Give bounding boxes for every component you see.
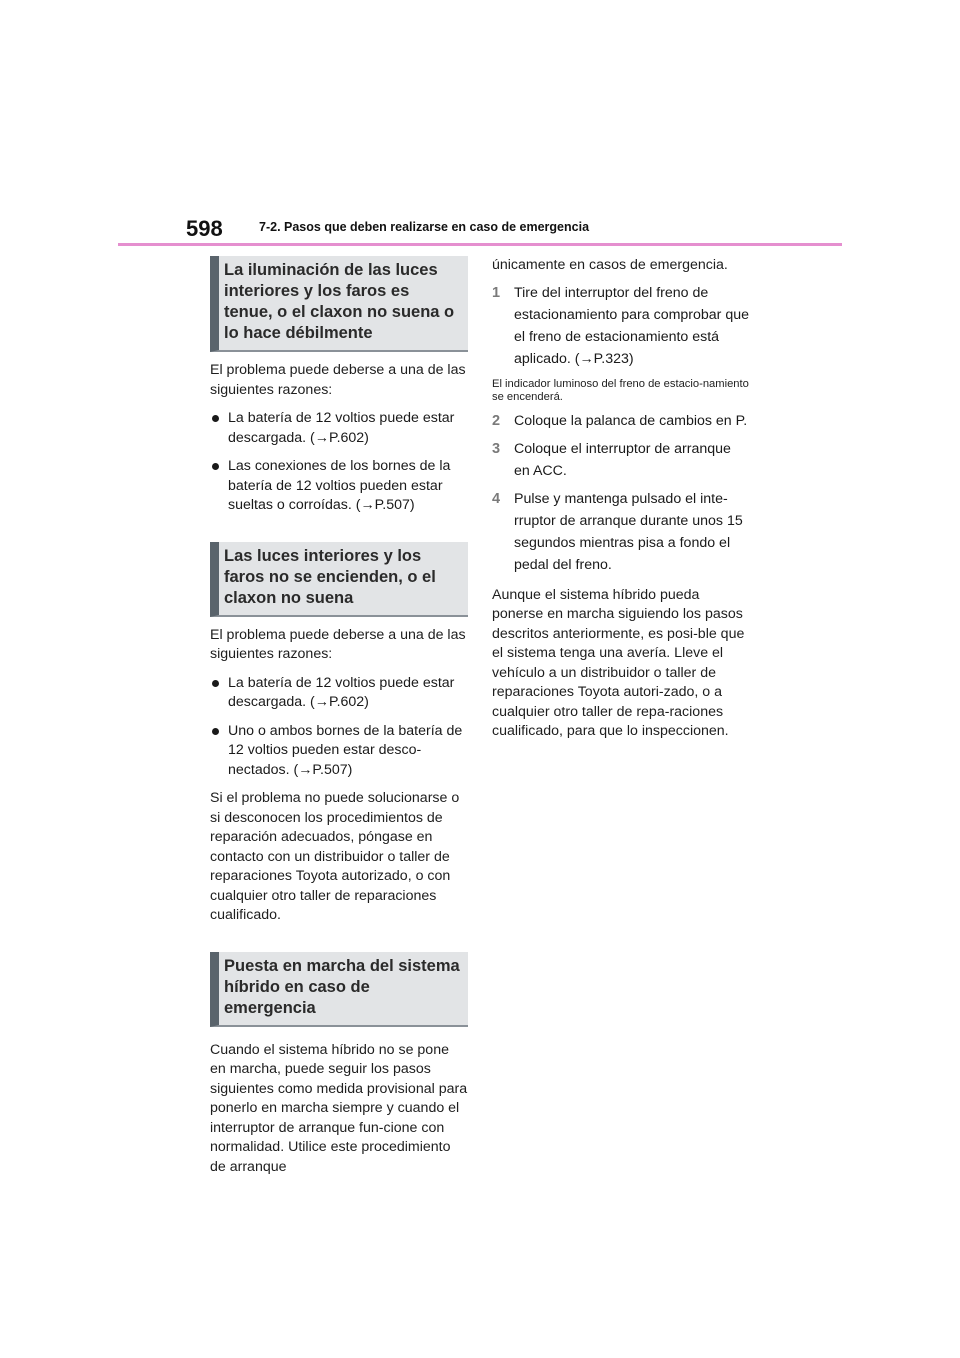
bullet-icon (212, 680, 219, 687)
left-column (210, 256, 468, 1177)
section-outro: Si el problema no puede solucionarse o si desconocen los procedimientos de reparación adecuados, póngase en contacto con un distribuidor o taller de reparaciones Toyota autorizado, o con cualquier otro taller de reparaciones cualificado. (210, 790, 460, 923)
step-item: 2 Coloque la palanca de cambios en P. (492, 410, 750, 432)
bullet-icon (212, 415, 219, 422)
step-item: 4 Pulse y mantenga pulsado el inte-rruptor de arranque durante unos 15 segundos mientras pisa a fondo el pedal del freno. (492, 488, 750, 576)
step-item: 3 Coloque el interruptor de arranque en ACC. (492, 438, 750, 482)
list-item: Uno o ambos bornes de la batería de 12 voltios pueden estar desco-nectados. (→P.507) (210, 722, 468, 781)
step-number: 2 (492, 412, 501, 429)
procedure-steps (492, 410, 750, 576)
section-heading-no-lights: Las luces interiores y los faros no se encienden, o el claxon no suena (210, 542, 468, 617)
chapter-title: 7-2. Pasos que deben realizarse en caso de emergencia (259, 220, 590, 234)
step-number: 4 (492, 490, 501, 507)
closing-text: Aunque el sistema híbrido pueda ponerse en marcha siguiendo los pasos descritos anteriormente, es posi-ble que el sistema tenga una avería. Lleve el vehículo a un distribuidor o taller de reparaciones Toyota autori-zado, o a cualquier otro taller de repa-raciones cualificado, para que lo inspeccionen. (492, 586, 745, 739)
bullet-icon (212, 728, 219, 735)
section-intro: Cuando el sistema híbrido no se pone en marcha, puede seguir los pasos siguientes como medida provisional para ponerlo en marcha siempre y cuando el interruptor de arranque fun-cione con normalidad. Utilice este procedimiento de arranque (210, 1041, 468, 1175)
right-column (492, 256, 750, 742)
procedure-steps (492, 282, 750, 370)
section-intro: El problema puede deberse a una de las siguientes razones: (210, 626, 466, 662)
step-item: 1 Tire del interruptor del freno de estacionamiento para comprobar que el freno de estacionamiento está aplicado. (→P.323) (492, 282, 750, 370)
cause-list (210, 409, 468, 516)
list-item: Las conexiones de los bornes de la batería de 12 voltios pueden estar sueltas o corroídas. (→P.507) (210, 457, 468, 516)
section-intro: El problema puede deberse a una de las siguientes razones: (210, 362, 466, 398)
header-rule (118, 243, 842, 246)
page-number: 598 (186, 216, 223, 241)
cause-list (210, 674, 468, 781)
section-heading-emergency-start: Puesta en marcha del sistema híbrido en caso de emergencia (210, 952, 468, 1027)
list-item: La batería de 12 voltios puede estar descargada. (→P.602) (210, 674, 468, 713)
bullet-icon (212, 463, 219, 470)
list-item: La batería de 12 voltios puede estar descargada. (→P.602) (210, 409, 468, 448)
step-note: El indicador luminoso del freno de estacio-namiento se encenderá. (492, 377, 749, 403)
continuation-text: únicamente en casos de emergencia. (492, 257, 728, 273)
step-number: 3 (492, 440, 501, 457)
section-heading-dim-lights: La iluminación de las luces interiores y los faros es tenue, o el claxon no suena o lo hace débilmente (210, 256, 468, 352)
step-number: 1 (492, 284, 501, 301)
